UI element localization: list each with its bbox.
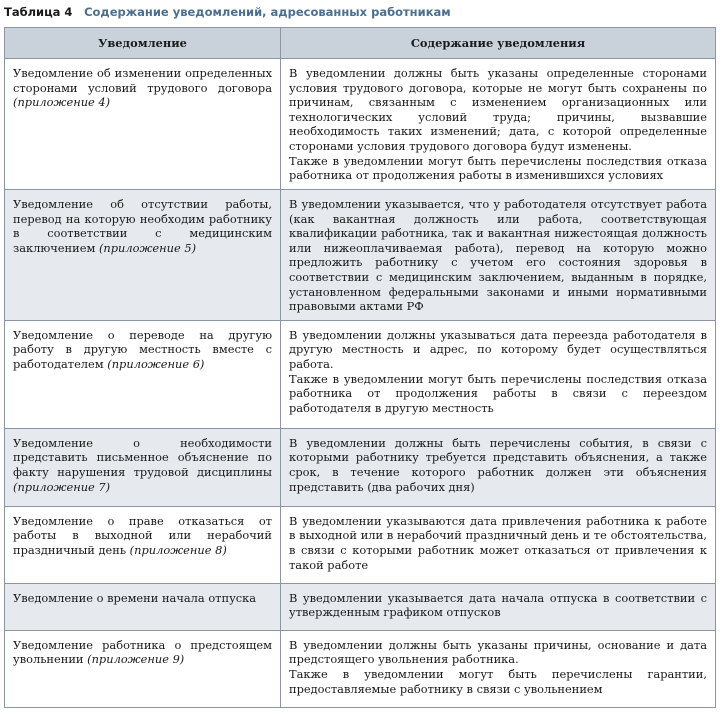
notice-cell <box>5 630 281 707</box>
content-paragraph: В уведомлении должны быть указаны определенные сторонами условия трудового договора, которые не могут быть сохранены по причинам, связанным с изменением организационных или технологических условий труда; причины, вызвавшие необходимость таких изменений; дата, с которой определенные сторонами условия трудового договора будут изменены. <box>289 66 707 153</box>
notice-text: Уведомление о необходимости представить письменное объяснение по факту нарушения трудовой дисциплины <box>13 435 272 479</box>
notice-text: Уведомление об отсутствии работы, перевод на которую необходим работнику в соответствии с медицинским заключением <box>13 197 272 255</box>
table-row <box>5 583 716 630</box>
content-cell <box>281 190 716 321</box>
content-paragraph: В уведомлении должны быть указаны причины, основание и дата предстоящего увольнения работника. <box>289 637 707 667</box>
notice-cell <box>5 428 281 506</box>
content-paragraph: В уведомлении указывается, что у работодателя отсутствует работа (как вакантная должность или работа, соответствующая квалификации работника, так и вакантная нижестоящая должность или нижеоплачиваемая работа), перевод на которую можно предложить работнику с учетом его состояния здоровья в соответствии с медицинским заключением, выданным в порядке, установленном федеральными законами и иными нормативными правовыми актами РФ <box>289 197 707 314</box>
notice-text: Уведомление об изменении определенных сторонами условий трудового договора <box>13 66 272 95</box>
notice-cell <box>5 583 281 630</box>
header-notice: Уведомление <box>5 28 281 59</box>
content-paragraph: Также в уведомлении могут быть перечислены последствия отказа работника от продолжения работы в связи с переездом работодателя в другую местность <box>289 371 707 415</box>
table-header-row <box>5 28 716 59</box>
appendix-ref: (приложение 5) <box>98 240 197 255</box>
content-paragraph: В уведомлении указывается дата начала отпуска в соответствии с утвержденным графиком отпусков <box>289 590 707 620</box>
table-row <box>5 630 716 707</box>
content-paragraph: В уведомлении должны быть перечислены события, в связи с которыми работнику требуется представить объяснения, а также срок, в течение которого работник должен эти объяснения представить (два рабочих дня) <box>289 435 707 494</box>
content-cell <box>281 506 716 583</box>
notice-cell <box>5 190 281 321</box>
notice-text: Уведомление работника о предстоящем увольнении <box>13 637 272 667</box>
content-paragraph: Также в уведомлении могут быть перечислены гарантии, предоставляемые работнику в связи с увольнением <box>289 666 707 696</box>
content-cell <box>281 583 716 630</box>
appendix-ref: (приложение 6) <box>107 356 205 371</box>
content-paragraph: Также в уведомлении могут быть перечислены последствия отказа работника от продолжения работы в изменившихся условиях <box>289 153 707 183</box>
table-title: Содержание уведомлений, адресованных работникам <box>84 5 451 19</box>
header-content: Содержание уведомления <box>281 28 716 59</box>
appendix-ref: (приложение 4) <box>13 95 111 110</box>
table-number: Таблица 4 <box>4 5 73 19</box>
table-row <box>5 59 716 190</box>
table-caption <box>4 3 451 21</box>
content-cell <box>281 59 716 190</box>
content-cell <box>281 320 716 428</box>
notice-text: Уведомление о переводе на другую работу в другую местность вместе с работодателем <box>13 327 272 371</box>
table-row <box>5 320 716 428</box>
notice-text: Уведомление о времени начала отпуска <box>13 590 257 605</box>
notice-text: Уведомление о праве отказаться от работы в выходной или нерабочий праздничный день <box>13 513 272 557</box>
appendix-ref: (приложение 9) <box>87 652 185 667</box>
table-row <box>5 506 716 583</box>
table-row <box>5 428 716 506</box>
notice-cell <box>5 506 281 583</box>
appendix-ref: (приложение 7) <box>13 479 111 494</box>
content-cell <box>281 630 716 707</box>
notice-cell <box>5 59 281 190</box>
notices-table <box>4 27 716 708</box>
content-paragraph: В уведомлении должны указываться дата переезда работодателя в другую местность и адрес, по которому будет осуществляться работа. <box>289 327 707 371</box>
content-paragraph: В уведомлении указываются дата привлечения работника к работе в выходной или в нерабочий праздничный день и те обстоятельства, в связи с которыми работник может отказаться от привлечения к такой работе <box>289 513 707 572</box>
appendix-ref: (приложение 8) <box>129 542 227 557</box>
content-cell <box>281 428 716 506</box>
notice-cell <box>5 320 281 428</box>
table-row <box>5 190 716 321</box>
